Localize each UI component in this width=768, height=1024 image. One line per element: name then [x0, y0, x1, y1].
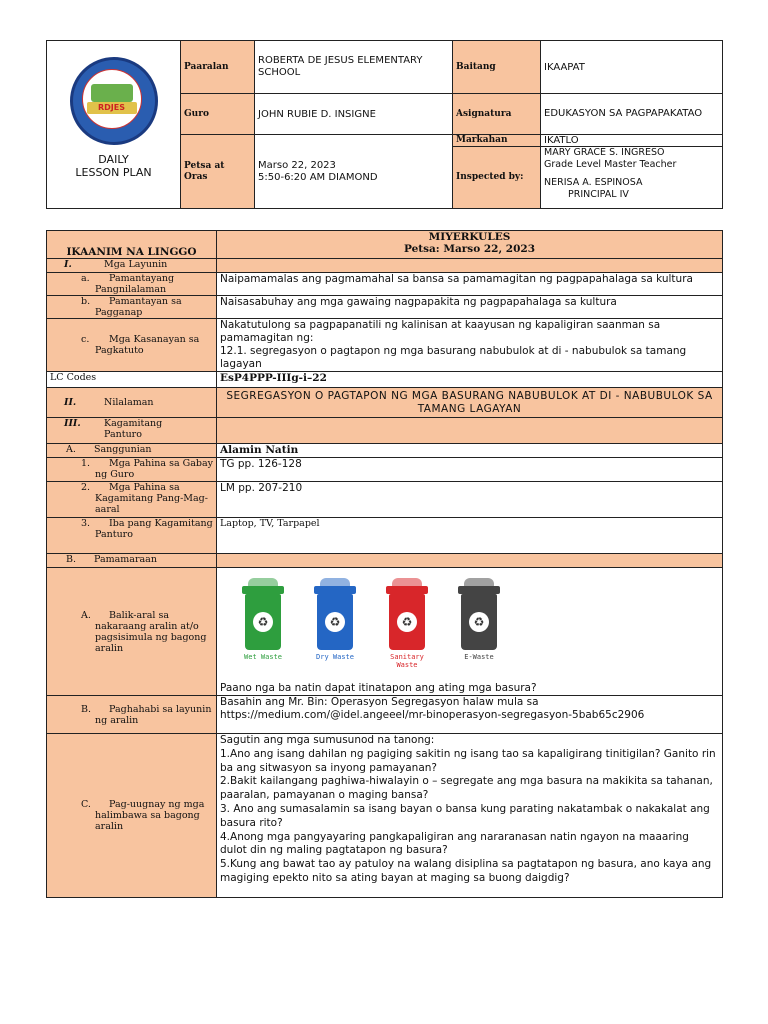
content-value: SEGREGASYON O PAGTAPON NG MGA BASURANG NABUBULOK AT DI - NABUBULOK SA TAMANG LAGAYAN — [217, 388, 723, 418]
purpose-label: B. Paghahabi sa layunin ng aralin — [47, 696, 217, 734]
section-objectives: I. Mga Layunin — [47, 259, 217, 273]
doc-title: DAILY LESSON PLAN — [75, 153, 152, 179]
waste-bin — [378, 578, 436, 669]
baitang-value: IKAAPAT — [541, 41, 723, 94]
row-b-value: Naisasabuhay ang mga gawaing nagpapakita ng pagpapahalaga sa kultura — [217, 296, 723, 319]
learner-material-label: 2. Mga Pahina sa Kagamitang Pang-Mag-aaral — [47, 482, 217, 518]
guro-value: JOHN RUBIE D. INSIGNE — [255, 94, 453, 135]
bin-caption: Wet Waste — [244, 653, 282, 661]
section-content: II. Nilalaman — [47, 388, 217, 418]
paaralan-value: ROBERTA DE JESUS ELEMENTARY SCHOOL — [255, 41, 453, 94]
paaralan-label: Paaralan — [181, 41, 255, 94]
asignatura-label: Asignatura — [453, 94, 541, 135]
examples-value: Sagutin ang mga sumusunod na tanong: 1.Ano ang isang dahilan ng pagiging sakitin ng isang tao sa kapaligirang tinitigilan? Ganito rin ba ang sitwasyon sa inyong pamayanan? 2.Bakit kailangang paghiwa-hiwalayin o – segregate ang mga basura na makikita sa tahanan, paaralan, pamayanan o maging bansa? 3. Ano ang sumasalamin sa isang bayan o bansa kung parating nakatambak o nakakalat ang basura rito? 4.Anong mga pangyayaring pangkapaligiran ang nararanasan natin ngayon na maaaring dulot din ng maling pagtatapon ng basura? 5.Kung ang bawat tao ay patuloy na walang disiplina sa pagtatapon ng basura, ano kaya ang magiging epekto nito sa ating bayan at maging sa buong daigdig? — [217, 734, 723, 898]
logo-cell — [47, 41, 181, 209]
teacher-guide-label: 1. Mga Pahina sa Gabay ng Guro — [47, 458, 217, 482]
waste-bin — [450, 578, 508, 669]
teacher-guide-value: TG pp. 126-128 — [217, 458, 723, 482]
guro-label: Guro — [181, 94, 255, 135]
baitang-label: Baitang — [453, 41, 541, 94]
inspector-block: MARY GRACE S. INGRESO Grade Level Master Teacher NERISA A. ESPINOSA PRINCIPAL IV — [541, 147, 723, 209]
bin-caption: Sanitary Waste — [390, 653, 424, 669]
row-c-label: c. Mga Kasanayan sa Pagkatuto — [47, 319, 217, 372]
inspected-label: Inspected by: — [453, 147, 541, 209]
school-logo: RDJES — [70, 57, 158, 145]
recycle-icon: ♻ — [253, 612, 273, 632]
row-a-label: a. Pamantayang Pangnilalaman — [47, 273, 217, 296]
lc-label: LC Codes — [47, 372, 217, 388]
row-a-value: Naipamamalas ang pagmamahal sa bansa sa pamamagitan ng pagpapahalaga sa kultura — [217, 273, 723, 296]
waste-bin — [234, 578, 292, 669]
bin-caption: E-Waste — [464, 653, 494, 661]
bin-caption: Dry Waste — [316, 653, 354, 661]
learner-material-value: LM pp. 207-210 — [217, 482, 723, 518]
other-materials-value: Laptop, TV, Tarpapel — [217, 518, 723, 554]
row-c-value: Nakatutulong sa pagpapanatili ng kalinisan at kaayusan ng kapaligiran saanman sa pamamagitan ng: 12.1. segregasyon o pagtapon ng mga basurang nabubulok at di - nabubulok sa tamang lagayan — [217, 319, 723, 372]
row-b-label: b. Pamantayan sa Pagganap — [47, 296, 217, 319]
procedure-label: B. Pamamaraan — [47, 554, 217, 568]
purpose-value: Basahin ang Mr. Bin: Operasyon Segregasyon halaw mula sa https://medium.com/@idel.angeeel/mr-binoperasyon-segregasyon-5bab65c2906 — [217, 696, 723, 734]
references-value: Alamin Natin — [217, 444, 723, 458]
asignatura-value: EDUKASYON SA PAGPAPAKATAO — [541, 94, 723, 135]
other-materials-label: 3. Iba pang Kagamitang Panturo — [47, 518, 217, 554]
review-label: A. Balik-aral sa nakaraang aralin at/o pagsisimula ng bagong aralin — [47, 568, 217, 696]
week-label: IKAANIM NA LINGGO — [47, 231, 217, 259]
section-materials: III. Kagamitang Panturo — [47, 418, 217, 444]
header-table — [46, 40, 723, 209]
recycle-icon: ♻ — [397, 612, 417, 632]
review-value — [217, 568, 723, 696]
waste-bin — [306, 578, 364, 669]
petsa-label: Petsa at Oras — [181, 135, 255, 209]
lc-value: EsP4PPP-IIIg-i–22 — [217, 372, 723, 388]
day-header: MIYERKULES Petsa: Marso 22, 2023 — [217, 231, 723, 259]
markahan-value: IKATLO — [541, 135, 723, 147]
recycle-icon: ♻ — [325, 612, 345, 632]
markahan-label: Markahan — [453, 135, 541, 147]
review-question: Paano nga ba natin dapat itinatapon ang ating mga basura? — [220, 682, 537, 694]
petsa-value: Marso 22, 2023 5:50-6:20 AM DIAMOND — [255, 135, 453, 209]
examples-label: C. Pag-uugnay ng mga halimbawa sa bagong aralin — [47, 734, 217, 898]
waste-bins — [220, 568, 719, 669]
lesson-table — [46, 230, 723, 898]
recycle-icon: ♻ — [469, 612, 489, 632]
references-label: A. Sanggunian — [47, 444, 217, 458]
